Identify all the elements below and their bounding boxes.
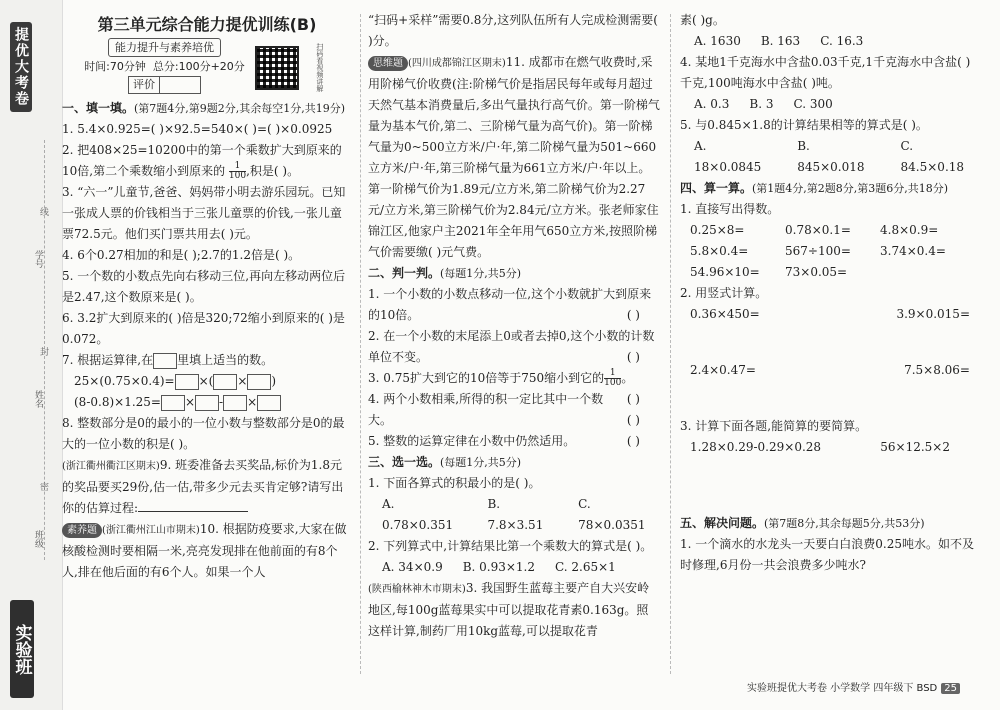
- answer-box[interactable]: [195, 395, 219, 411]
- option-b[interactable]: B. 7.8×3.51: [487, 497, 544, 532]
- option-c[interactable]: C. 16.3: [820, 34, 864, 48]
- vertical-calc-row-1: [680, 304, 980, 360]
- expression: (8-0.8)×1.25=: [74, 395, 161, 409]
- spine-field-class: 班级: [33, 530, 43, 548]
- expression: ×: [184, 395, 196, 409]
- question-2-text: 10倍,第二个乘数缩小到原来的: [62, 164, 226, 178]
- choice-5: 5. 与0.845×1.8的计算结果相等的算式是( )。: [680, 118, 928, 132]
- question-10-text: 10. 根据防疫要求,大家在做核酸检测时要相隔一米,亮亮发现排在他前面的有8个人,排在他后面的有6个人。如果一个人: [62, 522, 347, 579]
- calc-2-title: 2. 用竖式计算。: [680, 286, 768, 300]
- vertical-item: 0.36×450=: [690, 307, 760, 321]
- choice-5-options: [680, 136, 980, 178]
- section-calculate: [680, 178, 980, 199]
- simplify-row: [680, 437, 980, 513]
- question-7-line-2: [62, 392, 352, 413]
- expression: ): [271, 374, 277, 388]
- question-11: [368, 52, 660, 263]
- oral-item: 0.25×8=: [690, 223, 745, 237]
- qr-note: 扫码看视频讲解: [315, 43, 324, 92]
- question-8: 8. 整数部分是0的最小的一位小数与整数部分是0的最大的一位小数的积是( )。: [62, 416, 345, 451]
- header-row: [62, 37, 352, 98]
- column-1: [62, 10, 352, 583]
- option-a[interactable]: A. 0.78×0.351: [382, 497, 454, 532]
- section-choose: [368, 452, 660, 473]
- judge-3: [368, 368, 660, 406]
- spine-mark-close: 密: [40, 483, 50, 493]
- option-b[interactable]: B. 845×0.018: [797, 139, 865, 174]
- question-6: 6. 3.2扩大到原来的( )倍是320;72缩小到原来的( )是0.072。: [62, 311, 345, 346]
- answer-paren[interactable]: ( ): [626, 308, 640, 322]
- fraction-denominator: 100: [228, 171, 247, 181]
- fraction: [604, 369, 621, 388]
- subtitle-badge: 能力提升与素养培优: [108, 38, 221, 57]
- page-title: 第三单元综合能力提优训练(B): [97, 15, 317, 34]
- calc-3-title: 3. 计算下面各题,能简算的要简算。: [680, 419, 868, 433]
- question-7-text: 里填上适当的数。: [177, 353, 274, 367]
- spine-field-name: 姓名: [33, 390, 43, 408]
- question-2-text: 2. 把408×25=10200中的第一个乘数扩大到原来的: [62, 143, 342, 157]
- oral-item: 5.8×0.4=: [690, 244, 749, 258]
- answer-box[interactable]: [175, 374, 199, 390]
- choice-2-options: [368, 557, 660, 578]
- answer-paren[interactable]: ( ): [626, 350, 640, 364]
- vertical-item: 7.5×8.06=: [904, 363, 970, 377]
- expression: 25×(0.75×0.4)=: [74, 374, 175, 388]
- section-title: 二、判一判。: [368, 266, 441, 280]
- question-11-text: 11. 成都市在燃气收费时,采用阶梯气价收费(注:阶梯气价是指居民每年或每月超过天然气基本消费量后,多出气量执行高气价。第一阶梯气量为基本气价,第二、三阶梯气量为高气价)。第一阶梯气量为0~500立方米/户·年,第二阶梯气量为501~660立方米/户·年,第三阶梯气量为661立方米/户·年以上。第一阶梯气价为1.89元/立方米,第二阶梯气价为2.27元/立方米,第三阶梯气价为2.84元/立方米。张老师家住锦江区,他家户主2021年全年用气650立方米,按照阶梯气价需要缴( )元气费。: [368, 55, 660, 259]
- judge-text: 3. 0.75扩大到它的10倍等于750缩小到它的: [368, 371, 605, 385]
- option-b[interactable]: B. 3: [749, 97, 774, 111]
- spine-mark-seal: 封: [40, 348, 50, 358]
- expression: ×(: [198, 374, 214, 388]
- vertical-calc-row-2: [680, 360, 980, 416]
- answer-box[interactable]: [161, 395, 185, 411]
- answer-box[interactable]: [213, 374, 237, 390]
- option-c[interactable]: C. 84.5×0.18: [900, 139, 965, 174]
- section-judge: [368, 263, 660, 284]
- choice-1: 1. 下面各算式的积最小的是( )。: [368, 476, 541, 490]
- fraction-numerator: 1: [229, 162, 246, 172]
- option-a[interactable]: A. 18×0.0845: [694, 139, 762, 174]
- simplify-item: 56×12.5×2: [880, 440, 950, 454]
- answer-paren[interactable]: ( ): [626, 392, 640, 406]
- question-source: (陕西榆林神木市期末): [368, 584, 466, 595]
- question-7-line-1: [62, 371, 352, 392]
- oral-item: 73×0.05=: [785, 265, 848, 279]
- question-7: [62, 350, 352, 371]
- choice-3: [368, 578, 660, 642]
- section-title: 三、选一选。: [368, 455, 441, 469]
- section-title: 一、填一填。: [62, 101, 135, 115]
- section-title: 五、解决问题。: [680, 516, 765, 530]
- section-note: (每题1分,共5分): [440, 267, 522, 280]
- oral-item: 0.78×0.1=: [785, 223, 851, 237]
- option-c[interactable]: C. 78×0.0351: [578, 497, 646, 532]
- oral-item: 54.96×10=: [690, 265, 760, 279]
- answer-paren[interactable]: ( ): [626, 434, 640, 448]
- choice-4-options: [680, 94, 980, 115]
- question-7-text: 7. 根据运算律,在: [62, 353, 154, 367]
- section-note: (第7题8分,其余每题5分,共53分): [764, 517, 925, 530]
- qr-code-icon[interactable]: [255, 46, 299, 90]
- option-b[interactable]: B. 0.93×1.2: [462, 560, 536, 574]
- question-1: 1. 5.4×0.925=( )×92.5=540×( )=( )×0.0925: [62, 122, 333, 136]
- question-tag: 素养题: [62, 523, 102, 538]
- spine-brand: 提优大考卷: [10, 22, 32, 112]
- page-number: 25: [941, 683, 960, 694]
- judge-1: [368, 284, 660, 326]
- answer-box[interactable]: [223, 395, 247, 411]
- choice-3-text: 3. 我国野生蓝莓主要产自大兴安岭地区,每100g蓝莓果实中可以提取花青素0.163g。照这样计算,制药厂用10kg蓝莓,可以提取花青: [368, 581, 650, 638]
- column-2: [368, 10, 660, 642]
- option-b[interactable]: B. 163: [760, 34, 801, 48]
- evaluation-box: [84, 76, 245, 94]
- time-limit: 时间:70分钟: [84, 60, 146, 73]
- column-3: [680, 10, 980, 576]
- oral-item: 4.8×0.9=: [880, 223, 939, 237]
- section-note: (第7题4分,第9题2分,其余每空1分,共19分): [134, 102, 346, 115]
- judge-text: 2. 在一个小数的末尾添上0或者去掉0,这个小数的计数单位不变。: [368, 329, 655, 364]
- choice-3-continued: 素( )g。: [680, 13, 725, 27]
- section-note: (第1题4分,第2题8分,第3题6分,共18分): [752, 182, 949, 195]
- option-a[interactable]: A. 1630: [694, 34, 741, 48]
- evaluation-field[interactable]: [160, 76, 201, 94]
- problem-1: 1. 一个滴水的水龙头一天要白白浪费0.25吨水。如不及时修理,6月份一共会浪费多少吨水?: [680, 537, 974, 572]
- answer-line[interactable]: [138, 511, 248, 512]
- answer-box[interactable]: [153, 353, 177, 369]
- footer-text: 实验班提优大考卷 小学数学 四年级下 BSD: [746, 683, 938, 694]
- question-3: 3. “六一”儿童节,爸爸、妈妈带小明去游乐园玩。已知一张成人票的价钱相当于三张儿童票的价钱,一张儿童票72.5元。他们买门票共用去( )元。: [62, 185, 346, 241]
- evaluation-label: 评价: [128, 76, 160, 94]
- question-2: [62, 140, 352, 182]
- choice-2: 2. 下列算式中,计算结果比第一个乘数大的算式是( )。: [368, 539, 653, 553]
- option-c[interactable]: C. 2.65×1: [555, 560, 616, 574]
- judge-text: 。: [621, 371, 634, 385]
- question-10: [62, 519, 352, 583]
- expression: ×: [237, 374, 248, 388]
- section-solve: [680, 513, 980, 534]
- judge-2: [368, 326, 660, 368]
- spine-bottom-brand: 实验班: [10, 600, 34, 698]
- oral-calc-grid: [680, 220, 980, 283]
- column-divider: [360, 14, 361, 674]
- vertical-item: 3.9×0.015=: [896, 307, 970, 321]
- question-5: 5. 一个数的小数点先向右移动三位,再向左移动两位后是2.47,这个数原来是( )。: [62, 269, 346, 304]
- answer-box[interactable]: [257, 395, 281, 411]
- option-a[interactable]: A. 34×0.9: [382, 560, 443, 574]
- calc-1-title: 1. 直接写出得数。: [680, 202, 780, 216]
- question-source: (浙江衢州江山市期末): [102, 525, 200, 536]
- fraction-numerator: 1: [604, 369, 621, 379]
- question-source: (浙江衢州衢江区期末): [62, 461, 160, 472]
- time-score: [84, 58, 245, 76]
- expression: -: [219, 395, 224, 409]
- question-9: [62, 455, 352, 519]
- section-title: 四、算一算。: [680, 181, 753, 195]
- judge-text: 5. 整数的运算定律在小数中仍然适用。: [368, 434, 576, 448]
- oral-item: 567÷100=: [785, 244, 851, 258]
- question-source: (四川成都锦江区期末): [408, 58, 506, 69]
- column-divider: [670, 14, 671, 674]
- judge-text: 4. 两个小数相乘,所得的积一定比其中一个数大。: [368, 392, 604, 427]
- judge-5: [368, 431, 660, 452]
- section-fill-in: [62, 98, 352, 119]
- question-10-continued: “扫码+采样”需要0.8分,这列队伍所有人完成检测需要( )分。: [368, 13, 658, 48]
- judge-text: 1. 一个小数的小数点移动一位,这个小数就扩大到原来的10倍。: [368, 287, 652, 322]
- fraction-denominator: 100: [604, 378, 622, 388]
- question-tag: 思维题: [368, 56, 408, 71]
- page-footer: [747, 679, 960, 694]
- answer-box[interactable]: [247, 374, 271, 390]
- vertical-item: 2.4×0.47=: [690, 363, 756, 377]
- spine-mark-line: 线: [40, 208, 50, 218]
- option-c[interactable]: C. 300: [793, 97, 833, 111]
- choice-4: 4. 某地1千克海水中含盐0.03千克,1千克海水中含盐( )千克,100吨海水中含盐( )吨。: [680, 55, 971, 90]
- choice-1-options: [368, 494, 660, 536]
- oral-item: 3.74×0.4=: [880, 244, 946, 258]
- question-9-text: 9. 班委准备去买奖品,标价为1.8元的奖品要买29份,估一估,带多少元去买肯定够?请写出你的估算过程:: [62, 458, 344, 515]
- expression: ×: [247, 395, 258, 409]
- choice-3-options: [680, 31, 980, 52]
- question-2-text: ,积是( )。: [246, 164, 300, 178]
- question-4: 4. 6个0.27相加的和是( );2.7的1.2倍是( )。: [62, 248, 301, 262]
- section-note: (每题1分,共5分): [440, 456, 522, 469]
- option-a[interactable]: A. 0.3: [694, 97, 730, 111]
- fraction: [229, 162, 246, 181]
- binding-spine: [0, 0, 63, 710]
- answer-paren[interactable]: ( ): [626, 413, 640, 427]
- total-score: 总分:100分+20分: [152, 60, 245, 73]
- judge-4: [368, 389, 660, 431]
- spine-field-student-id: 学号: [33, 250, 43, 268]
- simplify-item: 1.28×0.29-0.29×0.28: [690, 440, 822, 454]
